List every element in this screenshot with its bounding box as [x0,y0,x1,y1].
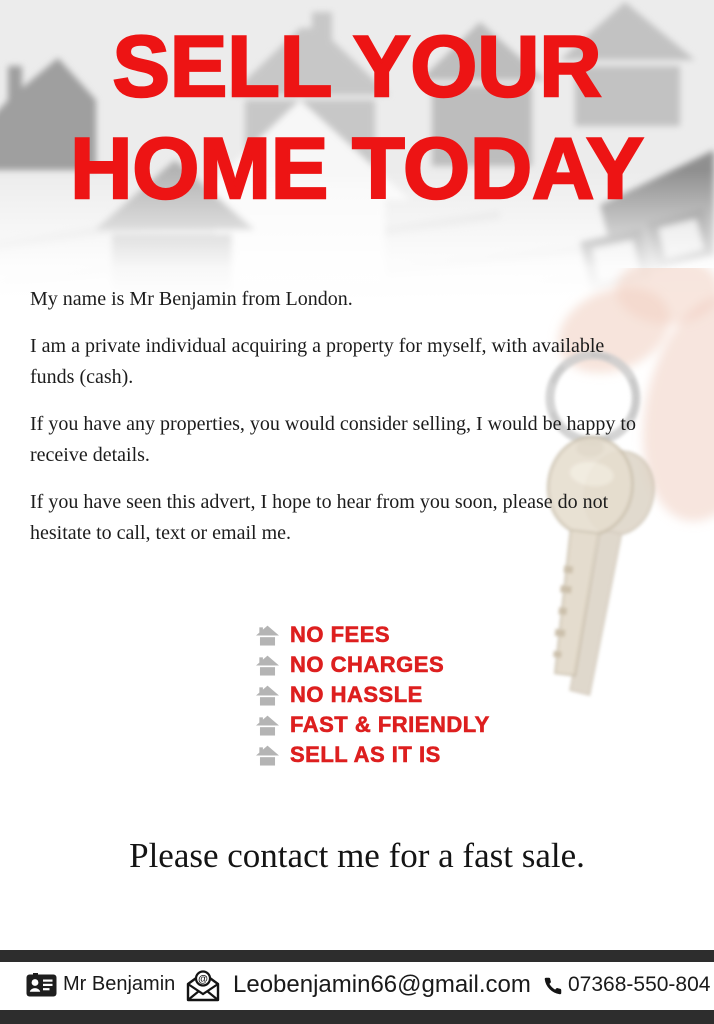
list-item [256,740,490,770]
footer-bottom-bar [0,1010,714,1024]
list-item [256,650,490,680]
list-item [256,710,490,740]
id-badge-icon [26,973,57,998]
list-item-label: NO CHARGES [290,652,445,677]
house-icon [256,715,279,736]
cta-text: Please contact me for a fast sale. [129,836,585,875]
paragraph-properties: If you have any properties, you would consider selling, I would be happy to receive details. [30,413,636,466]
list-item [256,680,490,710]
contact-email: Leobenjamin66@gmail.com [233,971,531,998]
benefits-list [256,620,490,770]
house-icon [256,745,279,766]
headline [0,16,714,220]
list-item-label: SELL AS IT IS [290,742,441,767]
headline-line2: HOME TODAY [70,121,644,217]
paragraph-intro: My name is Mr Benjamin from London. [30,288,353,310]
footer-contact-row [0,962,714,1010]
house-icon [256,625,279,646]
paragraph-advert: If you have seen this advert, I hope to hear from you soon, please do not hesitate to call, text or email me. [30,491,609,544]
list-item-label: NO FEES [290,622,391,647]
paragraph-buyer: I am a private individual acquiring a property for myself, with available funds (cash). [30,335,605,388]
contact-phone: 07368-550-804 [568,973,711,996]
list-item-label: FAST & FRIENDLY [290,712,490,737]
headline-line1: SELL YOUR [112,19,602,115]
phone-handset-icon [542,975,564,997]
envelope-at-icon [184,969,222,1003]
list-item-label: NO HASSLE [290,682,423,707]
svg-text:@: @ [198,974,208,985]
footer-top-bar [0,950,714,962]
contact-name: Mr Benjamin [63,973,176,995]
house-icon [256,685,279,706]
house-icon [256,655,279,676]
list-item [256,620,490,650]
body-copy [30,284,686,565]
